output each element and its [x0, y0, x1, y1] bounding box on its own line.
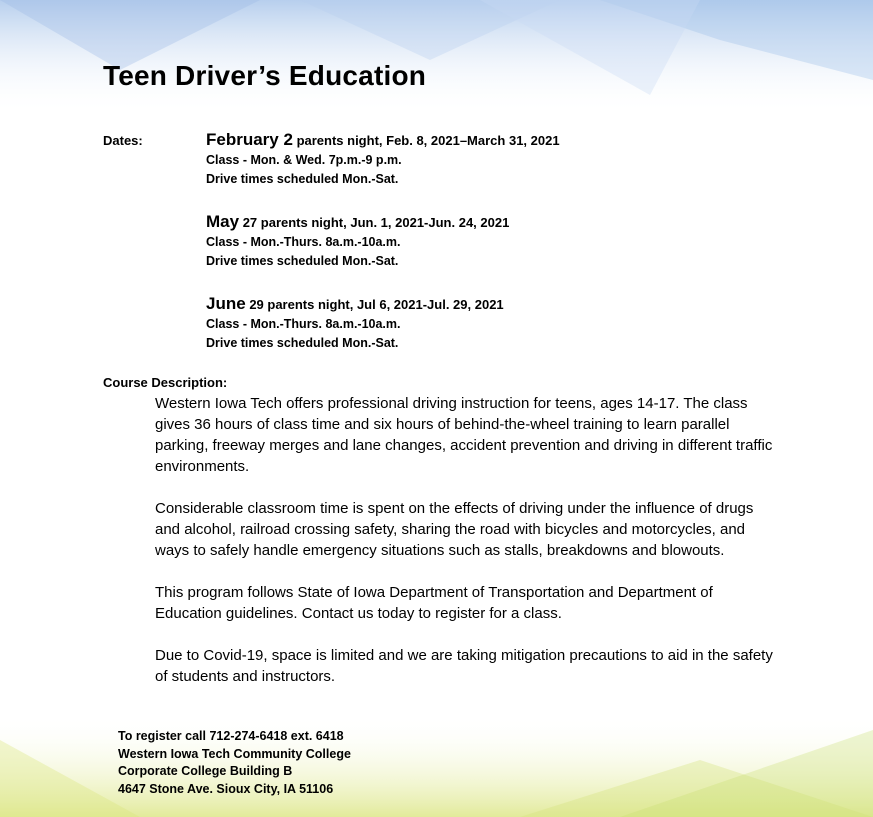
course-description	[155, 393, 775, 708]
session-may	[206, 212, 509, 271]
session-drive-times: Drive times scheduled Mon.-Sat.	[206, 254, 399, 268]
session-details: 29 parents night, Jul 6, 2021-Jul. 29, 2021	[249, 297, 504, 312]
course-description-label: Course Description:	[103, 375, 228, 390]
session-month: June	[206, 294, 246, 313]
session-drive-times: Drive times scheduled Mon.-Sat.	[206, 172, 399, 186]
page-title: Teen Driver’s Education	[103, 60, 427, 91]
description-paragraph: Due to Covid-19, space is limited and we are taking mitigation precautions to aid in the safety of students and instructors.	[155, 647, 773, 685]
session-class-time: Class - Mon.-Thurs. 8a.m.-10a.m.	[206, 235, 401, 249]
building-name: Corporate College Building B	[118, 764, 293, 778]
session-details: 27 parents night, Jun. 1, 2021-Jun. 24, 2021	[242, 215, 510, 230]
dates-label: Dates:	[103, 133, 143, 148]
address: 4647 Stone Ave. Sioux City, IA 51106	[118, 781, 334, 796]
session-month: February 2	[206, 130, 293, 149]
session-drive-times: Drive times scheduled Mon.-Sat.	[206, 336, 399, 350]
college-name: Western Iowa Tech Community College	[118, 746, 351, 761]
description-paragraph: Considerable classroom time is spent on the effects of driving under the influence of drugs and alcohol, railroad crossing safety, sharing the road with bicycles and motorcycles, and ways to safely handle emergency situations such as stalls, breakdowns and blowouts.	[155, 500, 754, 559]
description-paragraph: This program follows State of Iowa Department of Transportation and Department of Education guidelines. Contact us today to register for a class.	[155, 584, 713, 622]
contact-info	[118, 728, 351, 798]
session-february	[206, 130, 560, 189]
session-class-time: Class - Mon. & Wed. 7p.m.-9 p.m.	[206, 153, 402, 167]
register-phone: To register call 712-274-6418 ext. 6418	[118, 729, 344, 743]
session-details: parents night, Feb. 8, 2021–March 31, 2021	[296, 133, 560, 148]
session-june	[206, 294, 504, 353]
description-paragraph: Western Iowa Tech offers professional driving instruction for teens, ages 14-17. The class gives 36 hours of class time and six hours of behind-the-wheel training to learn parallel parking, freeway merges and lane changes, accident prevention and driving in different traffic environments.	[155, 395, 773, 475]
session-class-time: Class - Mon.-Thurs. 8a.m.-10a.m.	[206, 317, 401, 331]
session-month: May	[206, 212, 240, 231]
